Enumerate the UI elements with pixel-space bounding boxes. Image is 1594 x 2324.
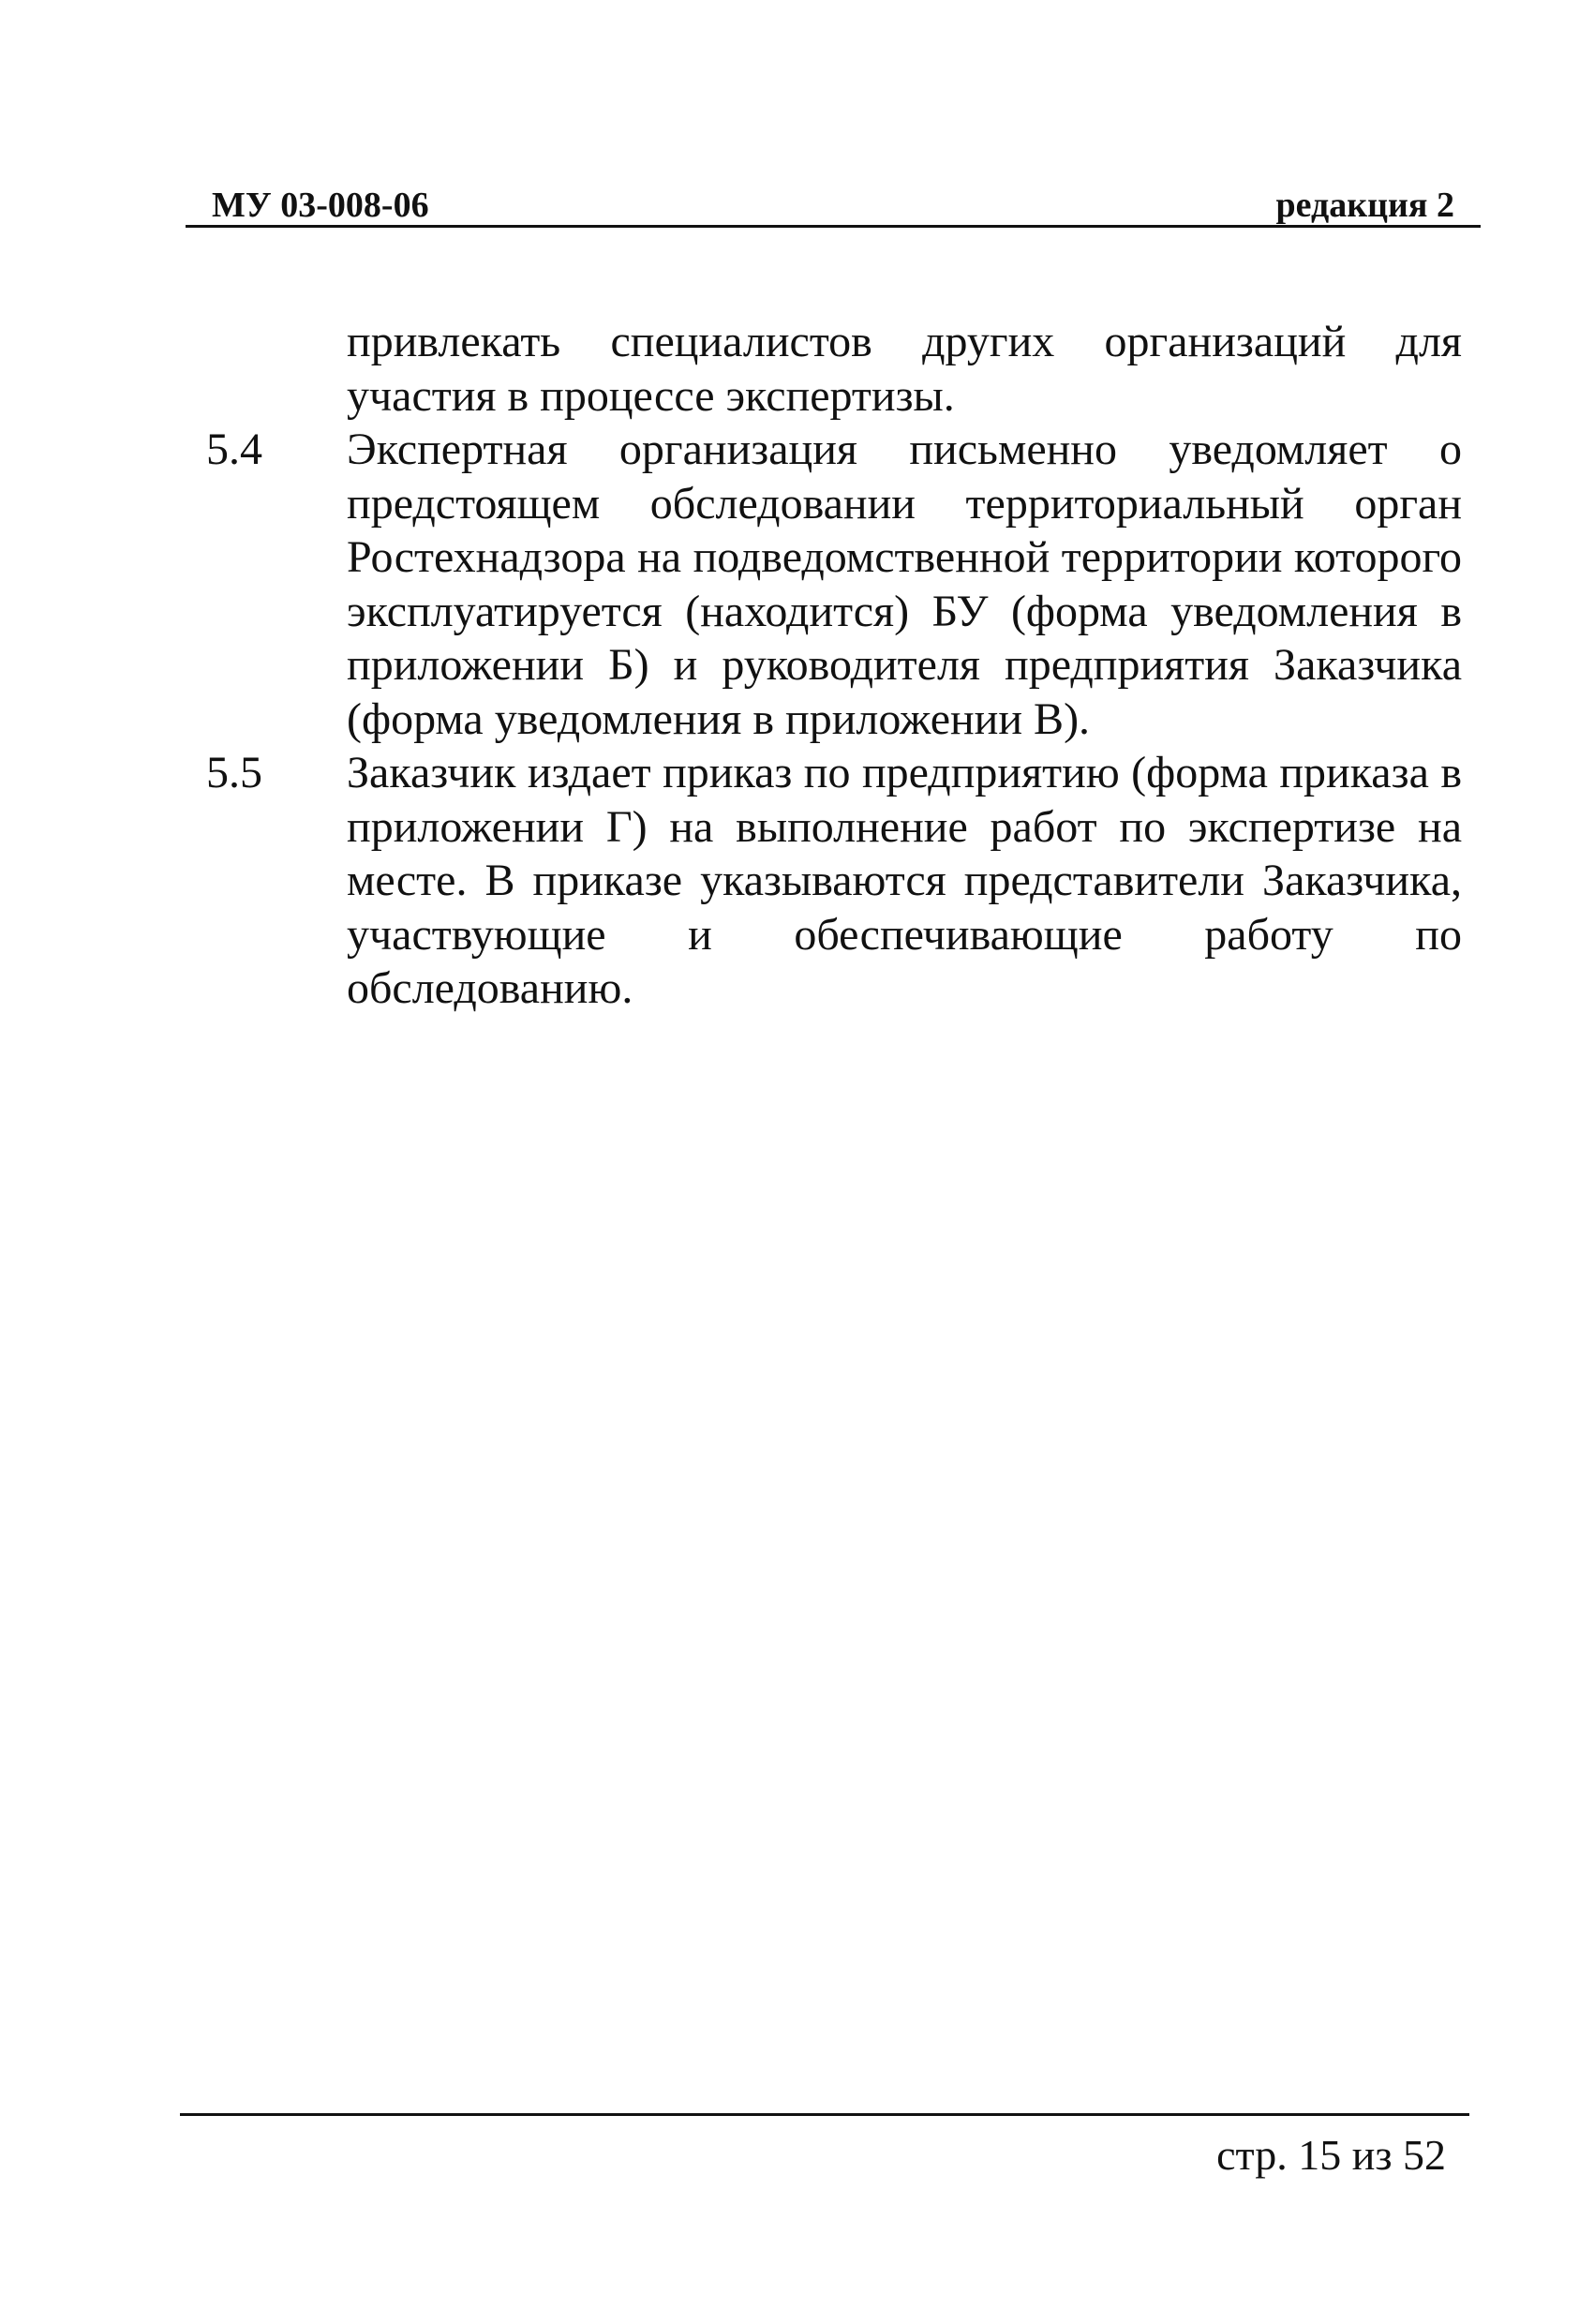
continuation-paragraph — [206, 315, 1462, 423]
clause-5-4 — [206, 423, 1462, 746]
header-rule — [186, 225, 1481, 228]
page-header — [186, 184, 1481, 227]
clause-number: 5.5 — [206, 748, 262, 797]
document-code: МУ 03-008-06 — [212, 186, 429, 225]
clause-text: Экспертная организация письменно уведомляет о предстоящем обследовании территориальный орган Ростехнадзора на подведомственной территории которого эксплуатируется (находится) БУ (форма уведомления в приложении Б) и руководителя предприятия Заказчика (форма уведомления в приложении В). — [347, 425, 1462, 744]
footer-rule — [180, 2113, 1469, 2116]
edition-label: редакция 2 — [1275, 186, 1454, 225]
clause-number: 5.4 — [206, 425, 262, 474]
document-body — [206, 315, 1462, 1016]
page-number: стр. 15 из 52 — [1216, 2131, 1446, 2179]
continuation-text: привлекать специалистов других организаций для участия в процессе экспертизы. — [347, 317, 1462, 421]
clause-text: Заказчик издает приказ по предприятию (форма приказа в приложении Г) на выполнение работ по экспертизе на месте. В приказе указываются представители Заказчика, участвующие и обеспечивающие работу по обследованию. — [347, 748, 1462, 1013]
clause-5-5 — [206, 746, 1462, 1016]
